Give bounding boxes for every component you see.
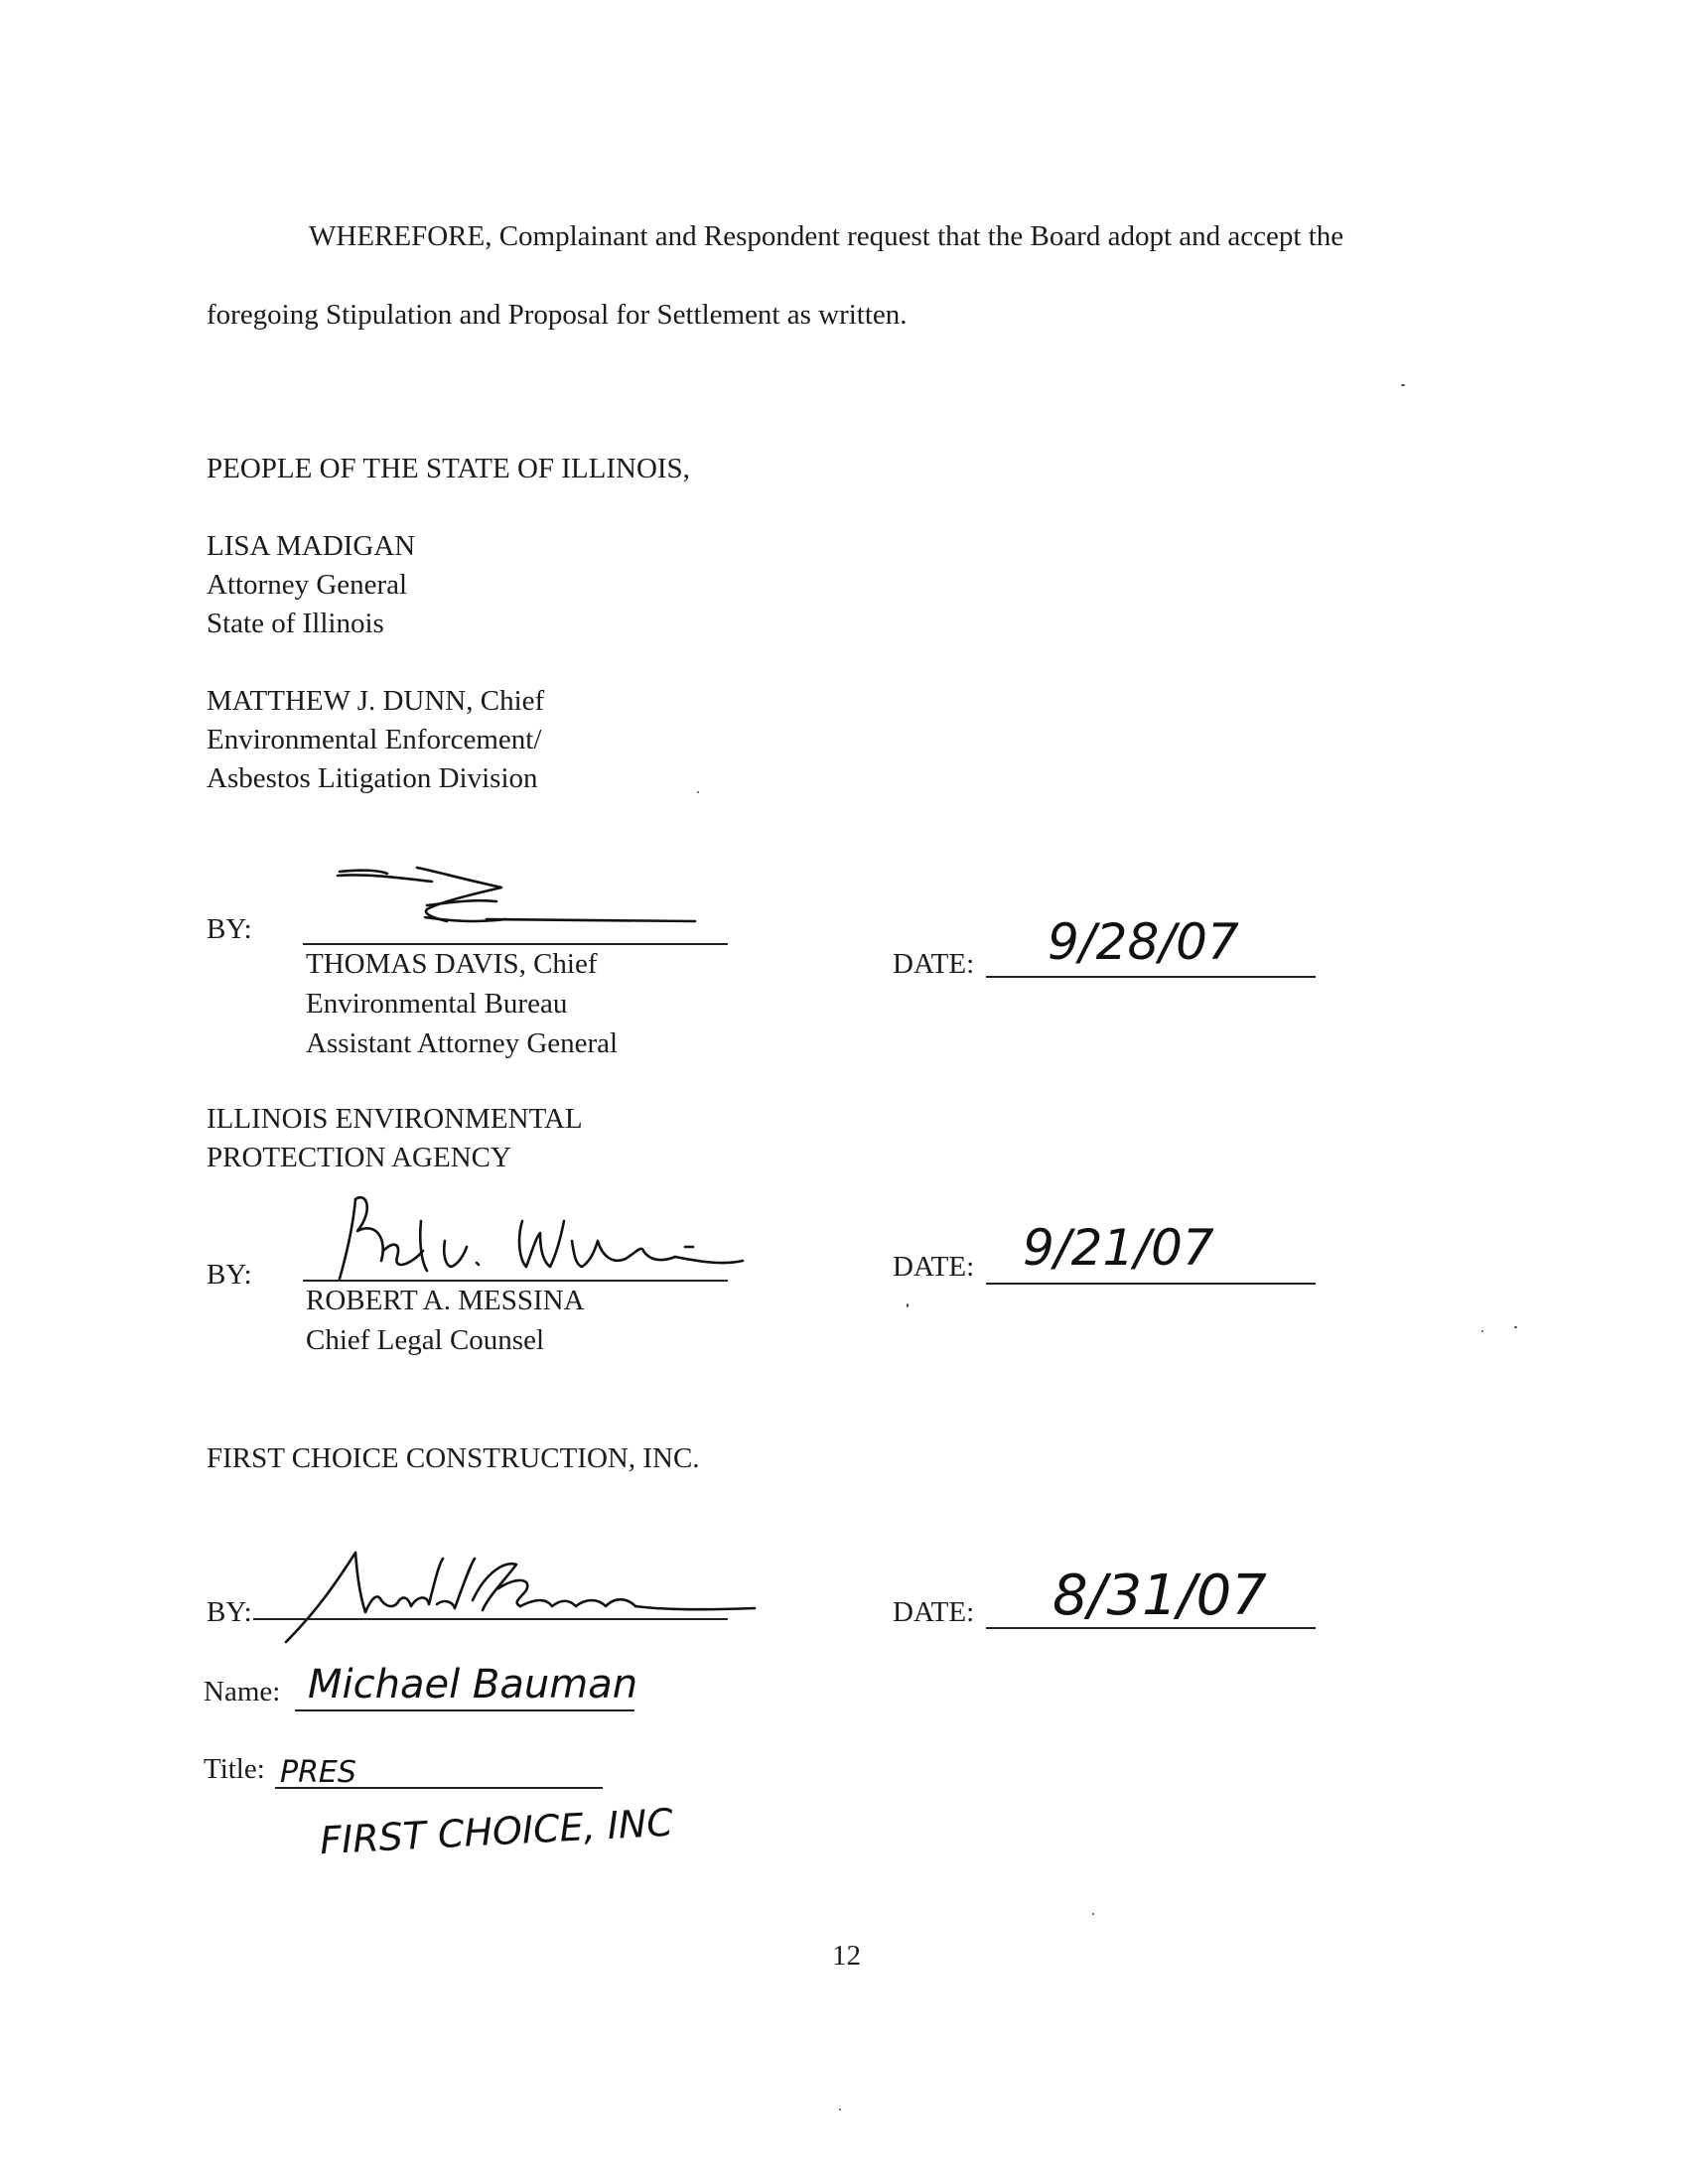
date-value-2: 9/21/07 [1023, 1219, 1214, 1277]
date-label-3: DATE: [893, 1596, 975, 1628]
title-line [275, 1787, 603, 1789]
signature-line-3 [253, 1618, 728, 1620]
date-value-3: 8/31/07 [1052, 1564, 1267, 1628]
name-label: Name: [204, 1676, 281, 1707]
signer-2-name: ROBERT A. MESSINA [306, 1285, 585, 1316]
signature-line-2 [303, 1280, 728, 1282]
scan-speck [1481, 1330, 1483, 1332]
signature-thomas-davis [328, 862, 725, 941]
signer-2-title: Chief Legal Counsel [306, 1324, 545, 1356]
division-chief-line-2: Asbestos Litigation Division [207, 762, 538, 794]
wherefore-line-1: WHEREFORE, Complainant and Respondent request that the Board adopt and accept the [309, 220, 1344, 252]
people-heading: PEOPLE OF THE STATE OF ILLINOIS, [207, 453, 690, 484]
title-label: Title: [204, 1753, 265, 1785]
date-value-1: 9/28/07 [1048, 913, 1239, 971]
scan-speck [697, 791, 699, 793]
date-line-1 [986, 976, 1316, 978]
page-number: 12 [832, 1940, 861, 1972]
division-chief-line-1: Environmental Enforcement/ [207, 724, 542, 755]
title-extra: FIRST CHOICE, INC [319, 1800, 674, 1863]
by-label-1: BY: [207, 913, 252, 945]
by-label-2: BY: [207, 1259, 252, 1291]
signature-robert-messina [328, 1181, 765, 1291]
company-heading: FIRST CHOICE CONSTRUCTION, INC. [207, 1442, 700, 1474]
division-chief-name: MATTHEW J. DUNN, Chief [207, 685, 545, 717]
by-label-3: BY: [207, 1596, 252, 1628]
date-label-1: DATE: [893, 948, 975, 980]
date-line-3 [986, 1627, 1316, 1629]
signer-1-title-1: Environmental Bureau [306, 988, 568, 1020]
title-value: PRES [280, 1755, 356, 1790]
date-line-2 [986, 1283, 1316, 1285]
name-line [295, 1709, 634, 1711]
date-label-2: DATE: [893, 1251, 975, 1283]
scan-speck [1401, 384, 1405, 386]
name-value: Michael Bauman [308, 1662, 638, 1707]
scan-speck [1514, 1326, 1517, 1328]
attorney-general-state: State of Illinois [207, 608, 384, 639]
signer-1-name: THOMAS DAVIS, Chief [306, 948, 598, 980]
scan-speck [907, 1303, 909, 1307]
attorney-general-title: Attorney General [207, 569, 408, 601]
iepa-heading-1: ILLINOIS ENVIRONMENTAL [207, 1103, 583, 1135]
attorney-general-name: LISA MADIGAN [207, 530, 416, 562]
iepa-heading-2: PROTECTION AGENCY [207, 1142, 511, 1173]
scan-speck [1092, 1913, 1094, 1915]
signature-michael-bauman [278, 1541, 774, 1650]
signer-1-title-2: Assistant Attorney General [306, 1027, 619, 1059]
signature-line-1 [303, 943, 728, 945]
wherefore-line-2: foregoing Stipulation and Proposal for Settlement as written. [207, 299, 908, 331]
scan-speck [839, 2109, 841, 2111]
